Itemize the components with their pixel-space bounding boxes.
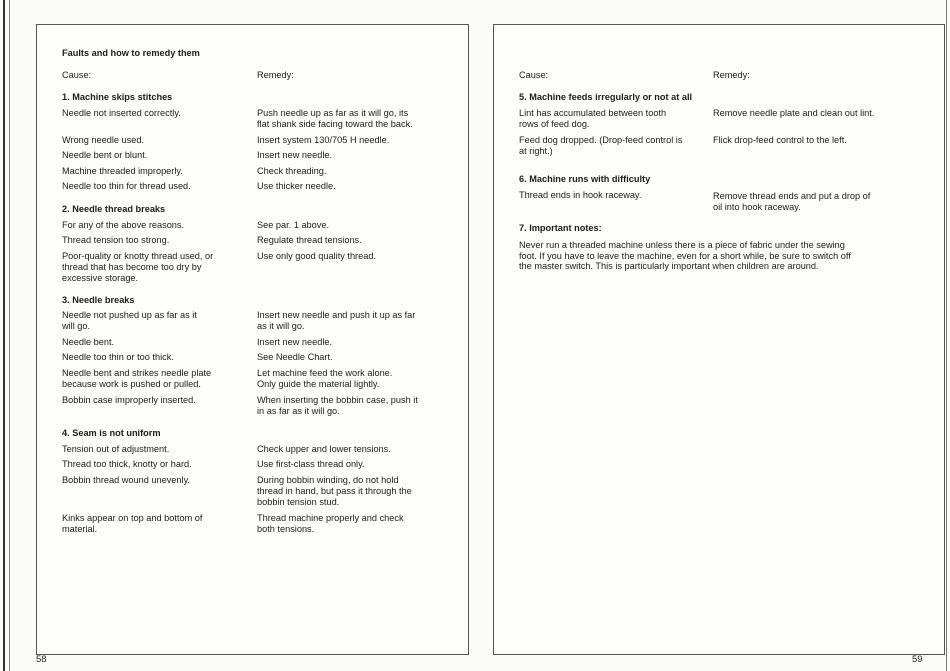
notes-text: Never run a threaded machine unless there is a piece of fabric under the sewing foot. If you have to leave the machine, even for a short while, be sure to switch off the master switch. This is particularly important when children are around. (519, 240, 851, 271)
remedy-text: Thread machine properly and check both tensions. (257, 513, 404, 534)
section-heading: 6. Machine runs with difficulty (519, 174, 651, 184)
remedy-text: Use first-class thread only. (257, 459, 365, 469)
cause-text: Thread too thick, knotty or hard. (62, 459, 192, 469)
cause-header: Cause: (62, 70, 92, 80)
cause-text: Thread ends in hook raceway. (519, 190, 642, 200)
remedy-text: Let machine feed the work alone. Only guide the material lightly. (257, 368, 393, 389)
cause-text: Needle too thin or too thick. (62, 352, 174, 362)
cause-text: Needle bent and strikes needle plate because work is pushed or pulled. (62, 368, 212, 389)
cause-text: For any of the above reasons. (62, 220, 185, 230)
page-number: 58 (36, 654, 47, 665)
remedy-text: When inserting the bobbin case, push it in as far as it will go. (257, 395, 418, 416)
cause-text: Machine threaded improperly. (62, 166, 183, 176)
page-number: 59 (912, 654, 923, 665)
cause-text: Feed dog dropped. (Drop-feed control is at right.) (519, 135, 683, 156)
remedy-text: Insert new needle and push it up as far as it will go. (257, 310, 416, 331)
remedy-text: Use only good quality thread. (257, 251, 377, 261)
section-heading: 3. Needle breaks (62, 295, 135, 305)
cause-text: Poor-quality or knotty thread used, or thread that has become too dry by excessive storage. (62, 251, 214, 283)
cause-text: Needle not inserted correctly. (62, 108, 181, 118)
remedy-text: Regulate thread tensions. (257, 235, 362, 245)
cause-text: Needle bent. (62, 337, 115, 347)
cause-text: Kinks appear on top and bottom of material. (62, 513, 203, 534)
left-binding-edge-thin (9, 0, 10, 671)
remedy-text: Use thicker needle. (257, 181, 336, 191)
section-heading: 2. Needle thread breaks (62, 204, 166, 214)
cause-text: Lint has accumulated between tooth rows of feed dog. (519, 108, 667, 129)
remedy-text: Insert new needle. (257, 337, 333, 347)
cause-text: Wrong needle used. (62, 135, 145, 145)
cause-text: Needle too thin for thread used. (62, 181, 191, 191)
remedy-text: Insert new needle. (257, 150, 333, 160)
remedy-text: During bobbin winding, do not hold thread in hand, but pass it through the bobbin tension stud. (257, 475, 412, 507)
remedy-text: See par. 1 above. (257, 220, 330, 230)
cause-header: Cause: (519, 70, 549, 80)
cause-text: Bobbin thread wound unevenly. (62, 475, 191, 485)
section-heading: 4. Seam is not uniform (62, 428, 161, 438)
page-title: Faults and how to remedy them (62, 48, 200, 58)
cause-text: Tension out of adjustment. (62, 444, 170, 454)
remedy-text: Push needle up as far as it will go, its flat shank side facing toward the back. (257, 108, 413, 129)
notes-heading: 7. Important notes: (519, 223, 602, 233)
cause-text: Needle not pushed up as far as it will go. (62, 310, 197, 331)
left-binding-edge (3, 0, 5, 671)
remedy-text: Remove thread ends and put a drop of oil into hook raceway. (713, 191, 871, 212)
remedy-text: Check threading. (257, 166, 327, 176)
remedy-text: See Needle Chart. (257, 352, 333, 362)
remedy-text: Check upper and lower tensions. (257, 444, 391, 454)
cause-text: Thread tension too strong. (62, 235, 170, 245)
remedy-text: Insert system 130/705 H needle. (257, 135, 390, 145)
remedy-text: Flick drop-feed control to the left. (713, 135, 847, 145)
right-binding-edge (946, 0, 947, 671)
section-heading: 5. Machine feeds irregularly or not at all (519, 92, 693, 102)
remedy-header: Remedy: (713, 70, 750, 80)
remedy-text: Remove needle plate and clean out lint. (713, 108, 875, 118)
section-heading: 1. Machine skips stitches (62, 92, 173, 102)
cause-text: Bobbin case improperly inserted. (62, 395, 196, 405)
remedy-header: Remedy: (257, 70, 294, 80)
cause-text: Needle bent or blunt. (62, 150, 148, 160)
